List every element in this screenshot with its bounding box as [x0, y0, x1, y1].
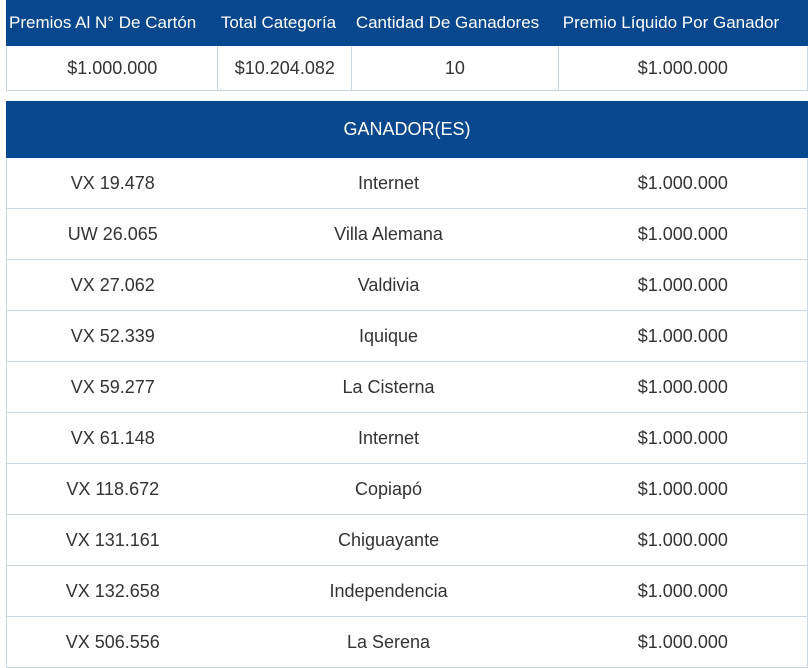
summary-total: $10.204.082 [218, 46, 352, 90]
table-row [6, 209, 808, 260]
table-row [6, 362, 808, 413]
table-row [6, 413, 808, 464]
prize-table [6, 0, 808, 668]
winner-prize: $1.000.000 [637, 376, 728, 397]
winner-prize: $1.000.000 [637, 223, 728, 244]
winners-title: GANADOR(ES) [6, 101, 808, 158]
winner-code: VX 131.161 [65, 529, 160, 550]
winner-city: Chiguayante [338, 529, 440, 550]
winner-city: Valdivia [357, 274, 420, 295]
winner-prize: $1.000.000 [637, 478, 728, 499]
winner-city: La Serena [347, 631, 431, 652]
spacer [6, 91, 808, 101]
winner-city: Internet [358, 427, 420, 448]
winner-city: Independencia [329, 580, 448, 601]
table-row [6, 515, 808, 566]
winner-code: UW 26.065 [67, 223, 158, 244]
winner-code: VX 132.658 [65, 580, 160, 601]
winner-prize: $1.000.000 [637, 631, 728, 652]
table-row [6, 617, 808, 668]
winner-prize: $1.000.000 [637, 172, 728, 193]
summary-row [6, 46, 808, 91]
winner-code: VX 118.672 [66, 478, 160, 499]
winner-city: La Cisterna [342, 376, 435, 397]
header-premio-liquido: Premio Líquido Por Ganador [562, 13, 780, 32]
header-premios: Premios Al N° De Cartón [9, 13, 197, 32]
table-header [6, 0, 808, 46]
winner-prize: $1.000.000 [637, 427, 728, 448]
winner-code: VX 19.478 [70, 172, 155, 193]
winner-city: Iquique [359, 325, 419, 346]
winners-list [6, 158, 808, 668]
header-cantidad-ganadores: Cantidad De Ganadores [355, 13, 540, 32]
header-total-categoria: Total Categoría [220, 13, 337, 32]
winner-city: Internet [358, 172, 420, 193]
summary-cantidad: 10 [352, 46, 558, 90]
table-row [6, 158, 808, 209]
table-row [6, 464, 808, 515]
winner-code: VX 61.148 [70, 427, 155, 448]
winner-prize: $1.000.000 [637, 325, 728, 346]
winner-code: VX 506.556 [65, 631, 160, 652]
winner-code: VX 52.339 [70, 325, 155, 346]
table-row [6, 566, 808, 617]
winner-prize: $1.000.000 [637, 274, 728, 295]
winner-city: Copiapó [355, 478, 423, 499]
winner-prize: $1.000.000 [637, 580, 728, 601]
summary-premio: $1.000.000 [7, 46, 218, 90]
winner-prize: $1.000.000 [637, 529, 728, 550]
table-row [6, 311, 808, 362]
winner-code: VX 59.277 [70, 376, 155, 397]
winner-city: Villa Alemana [334, 223, 443, 244]
summary-liquido: $1.000.000 [637, 57, 728, 78]
winner-code: VX 27.062 [70, 274, 155, 295]
table-row [6, 260, 808, 311]
